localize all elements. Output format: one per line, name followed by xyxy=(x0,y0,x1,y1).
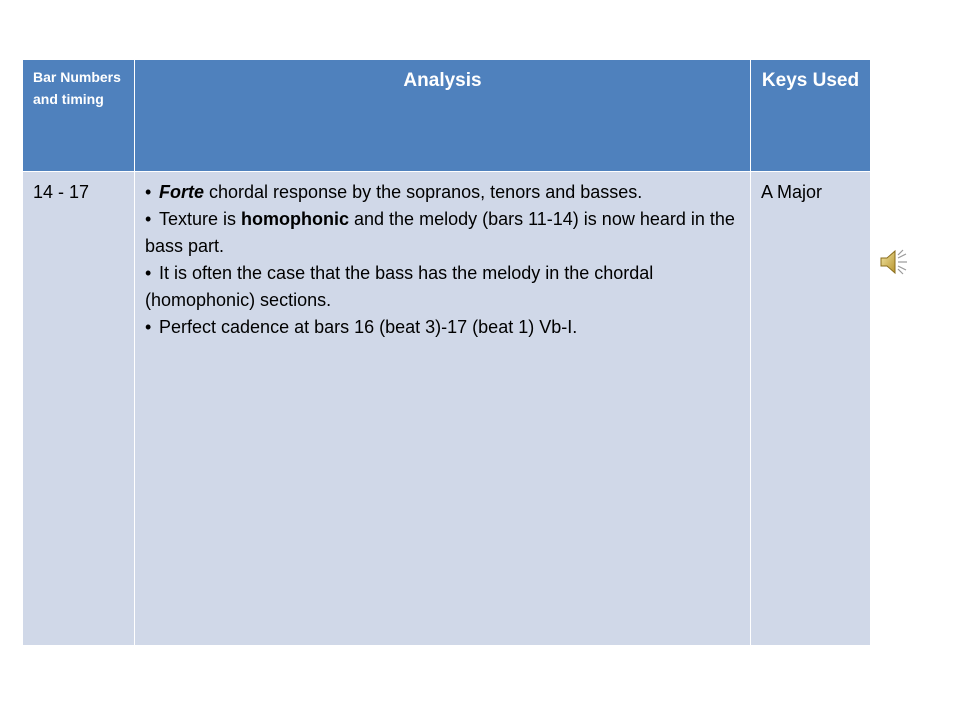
cell-bar-numbers: 14 - 17 xyxy=(23,172,135,646)
bullet-mark: • xyxy=(145,209,152,229)
table-row xyxy=(23,172,871,646)
bullet-item xyxy=(145,179,742,206)
bullet-text: Texture is xyxy=(159,209,242,229)
bullet-text: chordal response by the sopranos, tenors and basses. xyxy=(204,182,643,202)
bullet-mark: • xyxy=(145,317,152,337)
bullet-emphasis: Forte xyxy=(159,182,204,202)
bullet-text: and the melody (bars 11-14) is now heard in the bass part. xyxy=(145,209,735,256)
bullet-mark: • xyxy=(145,263,152,283)
header-keys-used: Keys Used xyxy=(751,60,871,172)
header-row xyxy=(23,60,871,172)
speaker-icon-graphic xyxy=(878,246,910,278)
cell-keys-used: A Major xyxy=(751,172,871,646)
cell-analysis xyxy=(135,172,751,646)
bullet-item xyxy=(145,314,742,341)
bullet-mark: • xyxy=(145,182,152,202)
bullet-item xyxy=(145,260,742,314)
speaker-icon[interactable] xyxy=(878,246,910,278)
bullet-text: Perfect cadence at bars 16 (beat 3)-17 (beat 1) Vb-I. xyxy=(159,317,578,337)
bullet-item xyxy=(145,206,742,260)
header-analysis: Analysis xyxy=(135,60,751,172)
bullet-text: It is often the case that the bass has the melody in the chordal (homophonic) sections. xyxy=(145,263,654,310)
analysis-table xyxy=(22,59,871,646)
analysis-bullet-list xyxy=(145,179,742,341)
bullet-emphasis: homophonic xyxy=(241,209,350,229)
header-bar-numbers: Bar Numbers and timing xyxy=(23,60,135,172)
